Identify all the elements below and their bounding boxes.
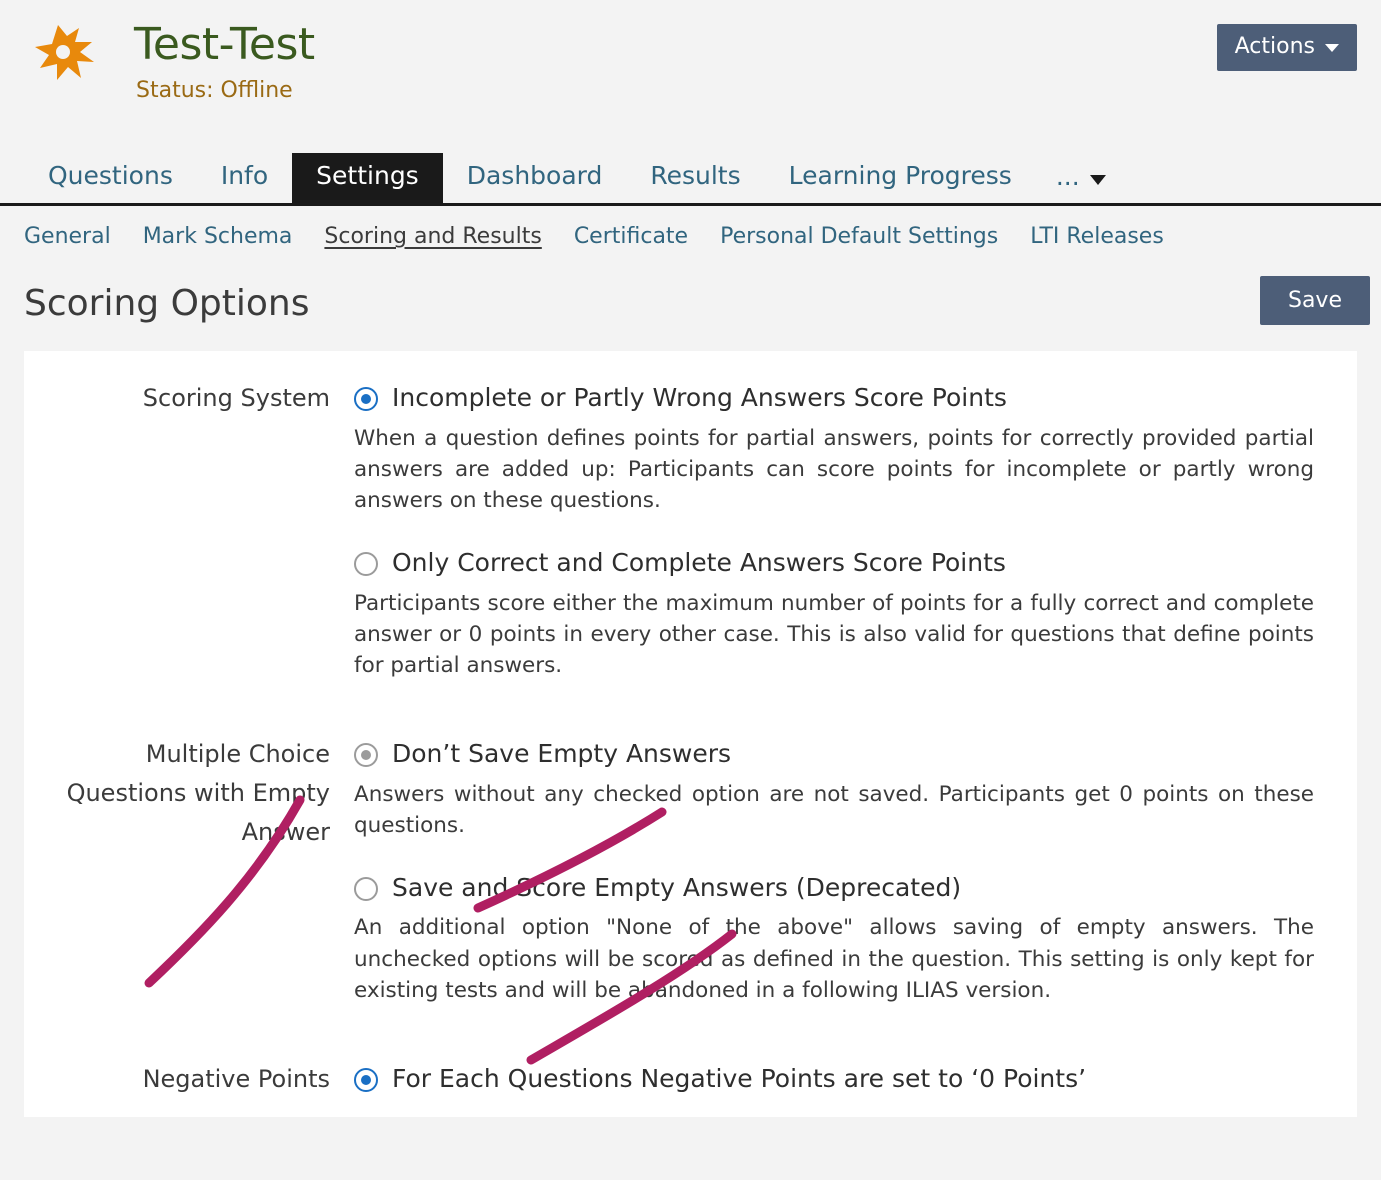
scoring-options-heading: Scoring Options — [24, 283, 310, 324]
main-tabs — [0, 150, 1381, 206]
tab-overflow-label: ... — [1055, 162, 1080, 191]
field-mc-empty-answer — [354, 733, 1357, 1006]
save-button[interactable]: Save — [1260, 276, 1370, 325]
tab-info[interactable]: Info — [220, 161, 269, 190]
radio-option-incomplete-partly-wrong[interactable] — [354, 379, 1333, 417]
page-header — [0, 0, 1381, 150]
radio-label: Save and Score Empty Answers (Deprecated) — [392, 872, 962, 902]
field-negative-points — [354, 1058, 1357, 1098]
radio-icon[interactable] — [354, 552, 378, 576]
radio-label: For Each Questions Negative Points are set to ‘0 Points’ — [392, 1063, 1087, 1093]
radio-description: Participants score either the maximum number of points for a fully correct and complete answer or 0 points in every other case. This is also valid for questions that define points for partial answers. — [354, 590, 1314, 678]
radio-icon[interactable] — [354, 387, 378, 411]
subtab-general[interactable]: General — [24, 224, 111, 249]
tab-learning-progress[interactable]: Learning Progress — [788, 161, 1012, 190]
puzzle-piece-icon — [32, 22, 104, 86]
radio-option-negative-points-zero[interactable] — [354, 1060, 1333, 1098]
tab-questions[interactable]: Questions — [48, 161, 173, 190]
tab-dashboard[interactable]: Dashboard — [466, 161, 603, 190]
subtab-lti-releases[interactable]: LTI Releases — [1030, 224, 1164, 249]
radio-label: Don’t Save Empty Answers — [392, 739, 732, 769]
form-row-scoring-system — [24, 377, 1357, 681]
radio-label: Only Correct and Complete Answers Score Points — [392, 548, 1006, 578]
radio-icon[interactable] — [354, 743, 378, 767]
tab-settings[interactable]: Settings — [292, 153, 443, 203]
radio-option-dont-save-empty-answers[interactable] — [354, 735, 1333, 773]
actions-button-label: Actions — [1234, 34, 1315, 59]
chevron-down-icon — [1325, 44, 1339, 52]
subtab-scoring-and-results[interactable]: Scoring and Results — [324, 224, 542, 249]
section-title-bar — [0, 265, 1381, 351]
label-negative-points: Negative Points — [142, 1064, 330, 1093]
radio-description: When a question defines points for partial answers, points for correctly provided partial answers are added up: Participants can score points for incomplete or partly wrong answers on these questions. — [354, 425, 1314, 513]
sub-tabs — [0, 206, 1381, 265]
radio-description: An additional option "None of the above" allows saving of empty answers. The unchecked options will be scored as defined in the question. This setting is only kept for existing tests and will be abandoned in a following ILIAS version. — [354, 915, 1314, 1003]
radio-icon[interactable] — [354, 877, 378, 901]
scoring-options-form — [24, 351, 1357, 1117]
radio-label: Incomplete or Partly Wrong Answers Score Points — [392, 383, 1007, 412]
actions-button[interactable] — [1217, 24, 1357, 71]
subtab-mark-schema[interactable]: Mark Schema — [142, 224, 293, 249]
radio-option-only-correct-complete[interactable] — [354, 544, 1333, 582]
label-scoring-system: Scoring System — [142, 384, 330, 412]
tab-overflow-menu[interactable] — [1036, 154, 1122, 203]
form-row-mc-empty-answer — [24, 733, 1357, 1006]
page-title: Test-Test — [134, 19, 315, 70]
chevron-down-icon — [1090, 175, 1106, 185]
subtab-personal-default-settings[interactable]: Personal Default Settings — [720, 224, 999, 249]
radio-description: Answers without any checked option are not saved. Participants get 0 points on these questions. — [354, 781, 1314, 838]
radio-icon[interactable] — [354, 1068, 378, 1092]
subtab-certificate[interactable]: Certificate — [573, 224, 689, 249]
radio-option-save-and-score-empty-answers[interactable] — [354, 869, 1333, 907]
tab-results[interactable]: Results — [650, 161, 741, 190]
label-mc-empty-answer: Multiple Choice Questions with Empty Answer — [66, 740, 330, 846]
form-row-negative-points — [24, 1058, 1357, 1099]
status-badge: Status: Offline — [136, 78, 293, 104]
field-scoring-system — [354, 377, 1357, 681]
